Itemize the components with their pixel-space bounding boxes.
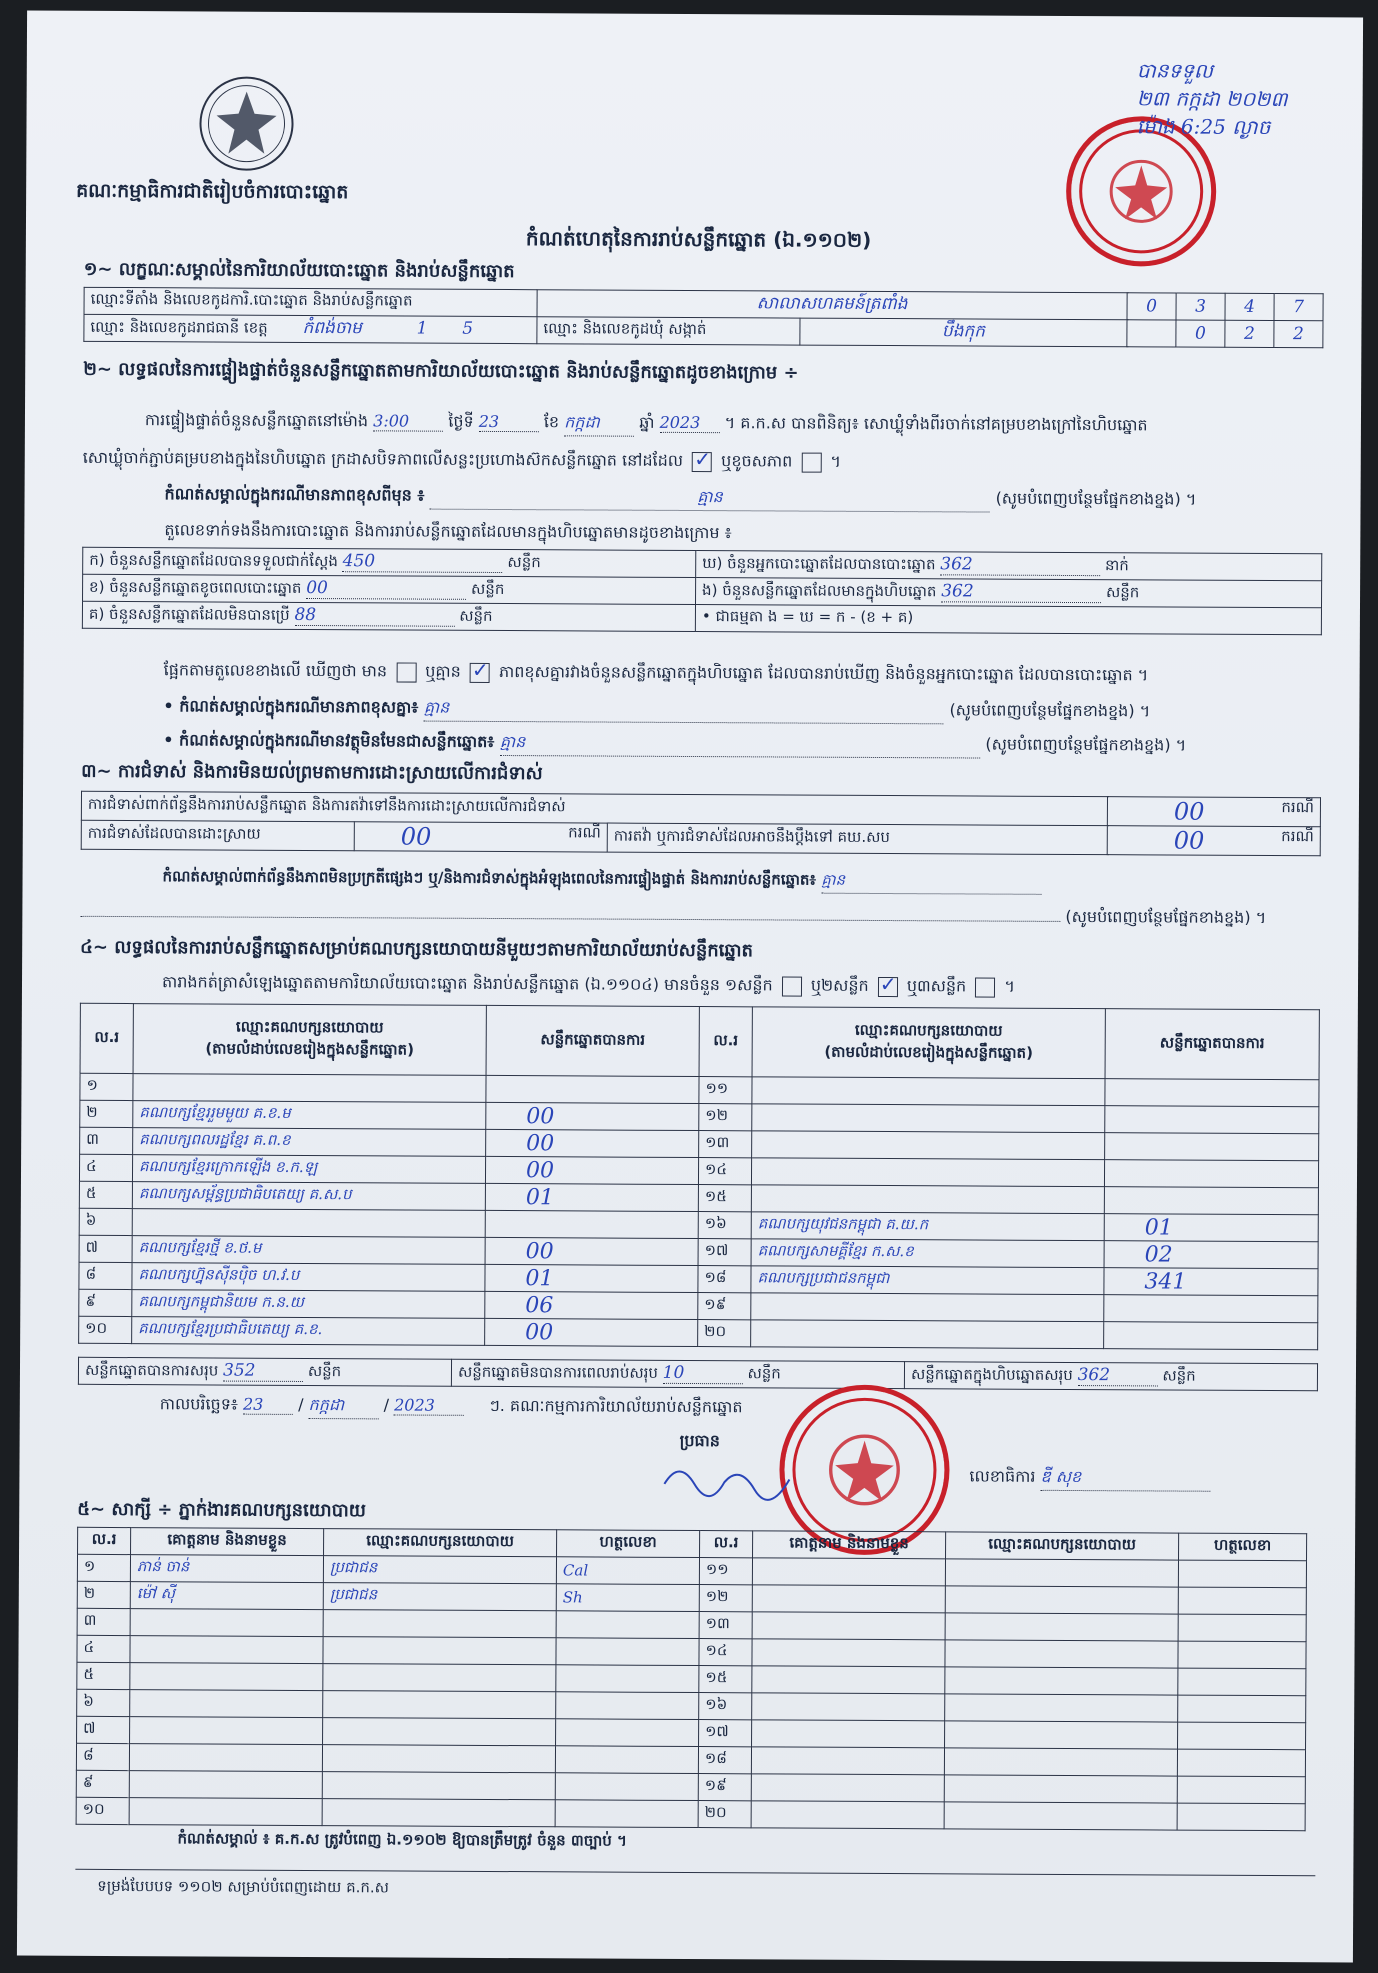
witness-signature xyxy=(1177,1749,1305,1777)
row-number: ១៧ xyxy=(699,1720,752,1747)
footer-note: កំណត់សម្គាល់ ៖ គ.ក.ស ត្រូវបំពេញ ឯ.១១០២ ឱ្យបានត្រឹមត្រូវ ចំនួន ៣ច្បាប់ ។ xyxy=(177,1829,627,1850)
party-name xyxy=(751,1293,1104,1322)
section5-title: ៥~ សាក្សី ÷ ភ្នាក់ងារគណបក្សនយោបាយ xyxy=(77,1498,366,1522)
row-number: ១ xyxy=(80,1073,133,1100)
text: ឬ៣សន្លឹក xyxy=(906,976,967,996)
col-no: ល.រ xyxy=(699,1007,752,1077)
commune-code-digit: 2 xyxy=(1274,321,1323,348)
row-number: ១២ xyxy=(699,1585,752,1612)
text: តារាងកត់ត្រាសំឡេងឆ្នោតតាមការិយាល័យបោះឆ្នោត និងរាប់សន្លឹកឆ្នោត (ឯ.១១០៤) មានចំនួន ១សន្លឹក xyxy=(161,972,773,995)
total-box-value: 362 xyxy=(1078,1365,1158,1386)
witness-party xyxy=(945,1694,1178,1722)
row-number: ១០ xyxy=(79,1316,132,1343)
province-name: កំពង់ចាម xyxy=(302,317,362,338)
verification-month: កក្កដា xyxy=(564,411,634,436)
party-votes: 00 xyxy=(485,1318,698,1346)
witness-party xyxy=(323,1610,556,1638)
row-number: ១៥ xyxy=(698,1185,751,1212)
total-valid-cell: សន្លឹកឆ្នោតបានការសរុប 352 សន្លឹក xyxy=(78,1357,451,1386)
text: (សូមបំពេញបន្ថែមផ្នែកខាងខ្នង) ។ xyxy=(949,700,1151,721)
row-number: ១៤ xyxy=(698,1158,751,1185)
appeal-label: ការតវ៉ា ឬការជំទាស់ដែលអាចនឹងប្តឹងទៅ គឃ.សប xyxy=(607,823,1107,855)
footer-form-label: ទម្រង់បែបបទ ១១០២ សម្រាប់បំពេញដោយ គ.ក.ស xyxy=(97,1876,390,1897)
row-number: ៥ xyxy=(77,1662,130,1689)
row-number: ៧ xyxy=(79,1235,132,1262)
witness-signature xyxy=(555,1800,698,1828)
date-line: កាលបរិច្ឆេទ៖ 23 / កក្កដា / 2023 ៗ. គណៈកម្មការការិយាល័យរាប់សន្លឹកឆ្នោត xyxy=(160,1393,743,1421)
resolved-value: 00 xyxy=(400,822,432,851)
difference-check-line xyxy=(164,659,1149,688)
party-name xyxy=(751,1185,1104,1214)
difference-note2-value: គ្មាន xyxy=(424,697,944,725)
station-code-digit: 3 xyxy=(1176,293,1225,320)
witness-signature: Cal xyxy=(556,1557,699,1585)
witness-signature xyxy=(556,1719,699,1747)
commune-code-digit: 0 xyxy=(1176,320,1225,347)
row-number: ២ xyxy=(77,1581,130,1608)
witness-name xyxy=(751,1747,944,1775)
party-votes: 01 xyxy=(485,1264,698,1292)
witness-party xyxy=(945,1586,1178,1614)
nec-emblem-icon xyxy=(196,73,297,174)
row-number: ៦ xyxy=(79,1208,132,1235)
party-votes: 341 xyxy=(1104,1268,1318,1296)
col-no: ល.រ xyxy=(700,1531,753,1558)
row-number: ១៧ xyxy=(698,1239,751,1266)
party-name: គណបក្សខ្មែរក្រោកឡើង ខ.ក.ឡ xyxy=(132,1155,485,1184)
received-note xyxy=(1136,56,1287,141)
witness-signature xyxy=(556,1665,699,1693)
row-number: ១៩ xyxy=(698,1774,751,1801)
footer-divider xyxy=(75,1869,1315,1876)
witness-name xyxy=(130,1663,323,1691)
province-label: ឈ្មោះ និងលេខកូដរាជធានី ខេត្ត xyxy=(90,317,268,337)
received-date: ២៣ កក្កដា ២០២៣ xyxy=(1136,86,1288,112)
formula-cell: • ជាធម្មតា ង = ឃ = ក - (ខ + គ) xyxy=(695,605,1321,635)
witness-name xyxy=(130,1609,323,1637)
witness-name xyxy=(130,1717,323,1745)
row-number: ១៦ xyxy=(699,1693,752,1720)
witness-name xyxy=(752,1639,945,1667)
row-number: ៤ xyxy=(77,1635,130,1662)
text: (សូមបំពេញបន្ថែមផ្នែកខាងខ្នង) ។ xyxy=(995,488,1197,509)
province-code-digit: 5 xyxy=(462,318,474,339)
witness-party xyxy=(945,1667,1178,1695)
row-number: ១៦ xyxy=(698,1212,751,1239)
foreign-object-note-value: គ្មាន xyxy=(500,731,980,759)
three-sheets-checkbox[interactable] xyxy=(975,977,995,997)
witness-signature xyxy=(555,1746,698,1774)
totals-table xyxy=(78,1357,1318,1391)
row-number: ១៣ xyxy=(699,1131,752,1158)
figure-row-d: ឃ) ចំនួនអ្នកបោះឆ្នោតដែលបានបោះឆ្នោត 362 នាក់ xyxy=(696,551,1322,581)
witness-party xyxy=(322,1799,555,1827)
section3-title: ៣~ ការជំទាស់ និងការមិនយល់ព្រមតាមការដោះស្រាយលើការជំទាស់ xyxy=(81,760,543,785)
witness-name xyxy=(752,1720,945,1748)
appeal-value: 00 xyxy=(1173,826,1205,855)
station-label: ឈ្មោះទីតាំង និងលេខកូដការិ.បោះឆ្នោត និងរាប់សន្លឹកឆ្នោត xyxy=(84,287,537,316)
one-sheet-checkbox[interactable] xyxy=(782,976,802,996)
witness-name xyxy=(751,1774,944,1802)
irregularity-note-line2 xyxy=(80,901,1266,931)
verification-line-2: សោឃ្លុំចាក់ភ្ជាប់គម្របខាងក្នុងនៃហិបឆ្នោត ក្រដាសបិទភាពលើសន្លះប្រហោងស៊កសន្លឹកឆ្នោត នៅដដែល ✓ ឬខូចសភាព ។ xyxy=(83,447,841,475)
party-name: គណបក្សសម្ព័ន្ធប្រជាធិបតេយ្យ គ.ស.ប xyxy=(132,1182,485,1211)
row-number: ៩ xyxy=(79,1289,132,1316)
difference-note-line xyxy=(164,483,1196,513)
received-ballots-value: 450 xyxy=(343,551,503,573)
secretary-name: ឌី សុខ xyxy=(1040,1466,1210,1492)
row-number: ២០ xyxy=(698,1320,751,1347)
row-number: ៩ xyxy=(76,1770,129,1797)
total-invalid-cell: សន្លឹកឆ្នោតមិនបានការពេលរាប់សរុប 10 សន្លឹក xyxy=(451,1359,904,1388)
objections-cell: 00 ករណី xyxy=(1107,797,1320,827)
witness-signature xyxy=(1177,1803,1305,1831)
station-name: សាលាសហគមន៍ត្រពាំង xyxy=(537,290,1127,320)
unchanged-checkbox[interactable] xyxy=(692,452,712,472)
party-name xyxy=(752,1077,1105,1106)
row-number: ២ xyxy=(80,1100,133,1127)
party-name: គណបក្សខ្មែរប្រជាធិបតេយ្យ គ.ខ. xyxy=(132,1317,485,1346)
witness-signature xyxy=(1178,1695,1306,1723)
col-sign: ហត្ថលេខា xyxy=(1179,1533,1307,1561)
witness-name: ម៉ៅ ស៊ី xyxy=(130,1582,323,1610)
row-number: ១ xyxy=(77,1554,130,1581)
text: ។ គ.ក.ស បានពិនិត្យ៖ សោឃ្លុំទាំងពីរចាក់នៅគម្របខាងក្រៅនៃហិបឆ្នោត xyxy=(724,413,1148,435)
empty-cell xyxy=(1127,320,1176,347)
has-difference-checkbox[interactable] xyxy=(396,662,416,682)
text: ឬ២សន្លឹក xyxy=(810,975,869,995)
section1-table xyxy=(83,287,1323,348)
text: ភាពខុសគ្នារវាងចំនួនសន្លឹកឆ្នោតក្នុងហិបឆ្នោត ដែលបានរាប់ឃើញ និងចំនួនអ្នកបោះឆ្នោត ដែលបានបោះឆ្នោត ។ xyxy=(498,661,1149,685)
party-votes xyxy=(486,1075,699,1103)
text: ផ្អែកតាមតួលេខខាងលើ ឃើញថា មាន xyxy=(163,660,388,681)
irregularity-note-line xyxy=(162,867,1041,895)
voters-value: 362 xyxy=(940,554,1100,576)
witness-party xyxy=(945,1640,1178,1668)
row-number: ១៥ xyxy=(699,1666,752,1693)
received-label: បានទទួល xyxy=(1136,58,1214,83)
party-name: គណបក្សហ្វ៊ុនស៊ីនប៉ិច ហ.វ.ប xyxy=(132,1263,485,1292)
witness-signature xyxy=(1178,1641,1306,1669)
witness-signature xyxy=(556,1692,699,1720)
witness-signature xyxy=(1178,1614,1306,1642)
witness-name xyxy=(129,1798,322,1826)
row-number: ១១ xyxy=(699,1558,752,1585)
witness-signature xyxy=(556,1611,699,1639)
party-votes xyxy=(1104,1295,1318,1323)
verification-line-1 xyxy=(145,409,1148,439)
party-name: គណបក្សពលរដ្ឋខ្មែរ គ.ព.ខ xyxy=(133,1128,486,1157)
col-sign: ហត្ថលេខា xyxy=(557,1530,700,1558)
resolved-label: ការជំទាស់ដែលបានដោះស្រាយ xyxy=(81,820,354,850)
party-votes: 02 xyxy=(1104,1241,1318,1269)
witness-name xyxy=(751,1801,944,1829)
party-name: គណបក្សខ្មែរថ្មី ខ.ថ.ម xyxy=(132,1236,485,1265)
text: ឬខូចសភាព xyxy=(721,451,793,471)
witness-signature xyxy=(1178,1560,1306,1588)
row-number: ១៨ xyxy=(698,1747,751,1774)
col-party: ឈ្មោះគណបក្សនយោបាយ (តាមលំដាប់លេខរៀងក្នុងសន្លឹកឆ្នោត) xyxy=(133,1004,486,1076)
witness-name xyxy=(752,1612,945,1640)
objections-value: 00 xyxy=(1173,797,1205,826)
witness-party xyxy=(944,1775,1177,1803)
commune-code-digit: 2 xyxy=(1225,320,1274,347)
witness-party xyxy=(945,1559,1178,1587)
col-no: ល.រ xyxy=(78,1527,131,1554)
appeal-cell: 00 ករណី xyxy=(1107,826,1320,856)
section1-title: ១~ លក្ខណៈសម្គាល់នៃការិយាល័យបោះឆ្នោត និងរាប់សន្លឹកឆ្នោត xyxy=(83,258,515,283)
damaged-checkbox[interactable] xyxy=(801,452,821,472)
party-votes xyxy=(1105,1106,1319,1134)
witness-name xyxy=(752,1693,945,1721)
witness-party xyxy=(323,1637,556,1665)
party-name xyxy=(751,1320,1104,1349)
party-votes: 00 xyxy=(485,1237,698,1265)
witness-party: ប្រជាជន xyxy=(323,1556,556,1584)
committee-label: ៗ. គណៈកម្មការការិយាល័យរាប់សន្លឹកឆ្នោត xyxy=(489,1395,743,1417)
witness-signature xyxy=(555,1773,698,1801)
text: ថ្ងៃទី xyxy=(448,411,474,431)
party-votes: 01 xyxy=(1104,1214,1318,1242)
witness-signature xyxy=(556,1638,699,1666)
row-number: ១៤ xyxy=(699,1639,752,1666)
row-number: ៨ xyxy=(76,1743,129,1770)
row-number: ៤ xyxy=(79,1154,132,1181)
witness-signature xyxy=(1178,1722,1306,1750)
witness-party xyxy=(323,1718,556,1746)
witness-name xyxy=(129,1771,322,1799)
chair-label: ប្រធាន xyxy=(679,1430,720,1451)
row-number: ១៨ xyxy=(698,1266,751,1293)
figure-row-b: ខ) ចំនួនសន្លឹកឆ្នោតខូចពេលបោះឆ្នោត 00 សន្លឹក xyxy=(83,574,696,604)
difference-note2-line xyxy=(163,695,1150,725)
text: • កំណត់សម្គាល់ក្នុងករណីមានវត្ថុមិនមែនជាសន្លឹកឆ្នោត៖ xyxy=(163,730,495,751)
date-month: កក្កដា xyxy=(309,1394,379,1419)
party-name xyxy=(132,1209,485,1238)
total-invalid-value: 10 xyxy=(663,1362,743,1383)
total-box-cell: សន្លឹកឆ្នោតក្នុងហិបឆ្នោតសរុប 362 សន្លឹក xyxy=(904,1362,1317,1391)
witness-signature: Sh xyxy=(556,1584,699,1612)
witness-name xyxy=(130,1636,323,1664)
party-name xyxy=(133,1074,486,1103)
party-votes xyxy=(1105,1133,1319,1161)
figure-row-c: គ) ចំនួនសន្លឹកឆ្នោតដែលមិនបានប្រើ 88 សន្លឹក xyxy=(82,601,695,631)
party-votes xyxy=(1104,1187,1318,1215)
spoiled-ballots-value: 00 xyxy=(306,577,466,599)
received-time: ម៉ោង 6:25 ល្ងាច xyxy=(1136,114,1271,140)
province-cell xyxy=(84,314,537,343)
province-code-digit: 1 xyxy=(416,318,428,339)
witness-name xyxy=(752,1558,945,1586)
table-row xyxy=(76,1797,1305,1830)
witness-table xyxy=(76,1527,1308,1831)
commune-label: ឈ្មោះ និងលេខកូដឃុំ សង្កាត់ xyxy=(537,317,800,345)
ballot-count-report-sheet xyxy=(17,11,1363,1963)
table-row xyxy=(79,1316,1318,1349)
verification-day: 23 xyxy=(479,412,539,432)
section2-title: ២~ លទ្ធផលនៃការផ្ទៀងផ្ទាត់ចំនួនសន្លឹកឆ្នោតតាមការិយាល័យបោះឆ្នោត និងរាប់សន្លឹកឆ្នោតដូចខាងក្រោម ÷ xyxy=(83,358,799,384)
resolved-cell: 00 ករណី xyxy=(354,822,607,852)
witness-party xyxy=(323,1664,556,1692)
row-number: ១១ xyxy=(699,1077,752,1104)
row-number: ១៣ xyxy=(699,1612,752,1639)
row-number: ៨ xyxy=(79,1262,132,1289)
party-name: គណបក្សយុវជនកម្ពុជា គ.យ.ក xyxy=(751,1212,1104,1241)
text: (សូមបំពេញបន្ថែមផ្នែកខាងខ្នង) ។ xyxy=(1065,906,1267,928)
witness-party xyxy=(322,1772,555,1800)
station-code-digit: 0 xyxy=(1127,293,1176,320)
party-name: គណបក្សប្រជាជនកម្ពុជា xyxy=(751,1266,1104,1295)
irregularity-note-value: គ្មាន xyxy=(821,871,1041,895)
text: កំណត់សម្គាល់ពាក់ព័ន្ធនឹងភាពមិនប្រក្រតីផ្សេងៗ ឬ/និងការជំទាស់ក្នុងអំឡុងពេលនៃការផ្ទៀងផ្ទាត់ និងការរាប់សន្លឹកឆ្នោត៖ xyxy=(162,867,817,889)
text: • កំណត់សម្គាល់ក្នុងករណីមានភាពខុសគ្នា៖ xyxy=(163,696,419,717)
witness-name xyxy=(129,1744,322,1772)
witness-name xyxy=(752,1666,945,1694)
text: សោឃ្លុំចាក់ភ្ជាប់គម្របខាងក្នុងនៃហិបឆ្នោត ក្រដាសបិទភាពលើសន្លះប្រហោងស៊កសន្លឹកឆ្នោត នៅដដែល xyxy=(82,447,684,470)
row-number: ៥ xyxy=(79,1181,132,1208)
commune-name: បឹងកុក xyxy=(800,318,1127,347)
text: ខែ xyxy=(543,412,560,432)
party-name xyxy=(752,1104,1105,1133)
verification-year: 2023 xyxy=(660,413,720,433)
total-valid-value: 352 xyxy=(223,1360,303,1381)
col-name: គោត្តនាម និងនាមខ្លួន xyxy=(131,1528,324,1556)
ballots-in-box-value: 362 xyxy=(941,581,1101,603)
witness-signature xyxy=(1178,1668,1306,1696)
unused-ballots-value: 88 xyxy=(294,604,454,626)
figures-table xyxy=(82,547,1322,635)
row-number: ៧ xyxy=(77,1716,130,1743)
col-party: ឈ្មោះគណបក្សនយោបាយ xyxy=(946,1532,1179,1560)
row-number: ៦ xyxy=(77,1689,130,1716)
party-results-table xyxy=(78,1003,1320,1350)
row-number: ២០ xyxy=(698,1801,751,1828)
col-no: ល.រ xyxy=(80,1003,133,1073)
col-party: ឈ្មោះគណបក្សនយោបាយ (តាមលំដាប់លេខរៀងក្នុងសន្លឹកឆ្នោត) xyxy=(752,1007,1105,1079)
party-name: គណបក្សកម្ពុជានិយម ក.ន.យ xyxy=(132,1290,485,1319)
row-number: ១៩ xyxy=(698,1293,751,1320)
secretary-line xyxy=(969,1465,1210,1491)
party-votes: 00 xyxy=(485,1156,698,1184)
figure-row-e: ង) ចំនួនសន្លឹកឆ្នោតដែលមានក្នុងហិបឆ្នោត 362 សន្លឹក xyxy=(696,578,1322,608)
row-number: ៣ xyxy=(80,1127,133,1154)
objections-table xyxy=(81,791,1321,856)
foreign-object-note-line xyxy=(163,729,1186,759)
party-votes: 00 xyxy=(486,1129,699,1157)
text: (សូមបំពេញបន្ថែមផ្នែកខាងខ្នង) ។ xyxy=(985,734,1187,755)
text: ការផ្ទៀងផ្ទាត់ចំនួនសន្លឹកឆ្នោតនៅម៉ោង xyxy=(144,410,369,431)
row-number: ៣ xyxy=(77,1608,130,1635)
party-votes xyxy=(1104,1160,1318,1188)
party-name xyxy=(751,1158,1104,1187)
figures-intro: តួលេខទាក់ទងនឹងការបោះឆ្នោត និងការរាប់សន្លឹកឆ្នោតដែលមានក្នុងហិបឆ្នោតមានដូចខាងក្រោម ៖ xyxy=(164,520,732,543)
date-day: 23 xyxy=(243,1395,293,1415)
witness-party xyxy=(944,1802,1177,1830)
document-title: កំណត់ហេតុនៃការរាប់សន្លឹកឆ្នោត (ឯ.១១០២) xyxy=(525,226,872,252)
col-name: គោត្តនាម និងនាមខ្លួន xyxy=(753,1531,946,1559)
witness-signature xyxy=(1178,1587,1306,1615)
text: ឬគ្មាន xyxy=(425,661,461,681)
party-votes xyxy=(485,1210,698,1238)
witness-party xyxy=(944,1748,1177,1776)
figure-row-a: ក) ចំនួនសន្លឹកឆ្នោតដែលបានទទួលជាក់ស្តែង 450 សន្លឹក xyxy=(83,547,696,577)
two-sheets-checkbox[interactable] xyxy=(878,976,898,996)
witness-party xyxy=(945,1721,1178,1749)
party-votes xyxy=(1104,1322,1318,1350)
tally-sheet-count-line: តារាងកត់ត្រាសំឡេងឆ្នោតតាមការិយាល័យបោះឆ្នោត និងរាប់សន្លឹកឆ្នោត (ឯ.១១០៤) មានចំនួន ១សន្លឹក ឬ២សន្លឹក ✓ ឬ៣សន្លឹក ។ xyxy=(162,971,1015,999)
col-party: ឈ្មោះគណបក្សនយោបាយ xyxy=(324,1529,557,1557)
text: កំណត់សម្គាល់ក្នុងករណីមានភាពខុសពីមុន ៖ xyxy=(164,484,425,505)
org-name: គណៈកម្មាធិការជាតិរៀបចំការបោះឆ្នោត xyxy=(76,179,349,204)
station-code-digit: 4 xyxy=(1225,293,1274,320)
objections-label: ការជំទាស់ពាក់ព័ន្ធនឹងការរាប់សន្លឹកឆ្នោត និងការតវ៉ាទៅនឹងការដោះស្រាយលើការជំទាស់ xyxy=(81,791,1107,825)
verification-time: 3:00 xyxy=(373,411,443,431)
witness-signature xyxy=(1177,1776,1305,1804)
witness-party xyxy=(945,1613,1178,1641)
text: ឆ្នាំ xyxy=(639,412,655,432)
section4-title: ៤~ លទ្ធផលនៃការរាប់សន្លឹកឆ្នោតសម្រាប់គណបក្សនយោបាយនីមួយៗតាមការិយាល័យរាប់សន្លឹកឆ្នោត xyxy=(80,936,754,962)
row-number: ១២ xyxy=(699,1104,752,1131)
witness-name: ភាន់ ចាន់ xyxy=(130,1555,323,1583)
party-votes: 06 xyxy=(485,1291,698,1319)
secretary-label: លេខាធិការ xyxy=(969,1466,1036,1486)
witness-party xyxy=(323,1691,556,1719)
row-number: ១០ xyxy=(76,1797,129,1824)
date-year: 2023 xyxy=(394,1395,464,1415)
text: កាលបរិច្ឆេទ៖ xyxy=(159,1394,238,1414)
col-votes: សន្លឹកឆ្នោតបានការ xyxy=(486,1005,699,1076)
difference-note-value: គ្មាន xyxy=(430,485,990,513)
party-name xyxy=(752,1131,1105,1160)
no-difference-checkbox[interactable] xyxy=(470,662,490,682)
witness-party xyxy=(322,1745,555,1773)
station-code-digit: 7 xyxy=(1274,294,1323,321)
witness-party: ប្រជាជន xyxy=(323,1583,556,1611)
col-votes: សន្លឹកឆ្នោតបានការ xyxy=(1105,1009,1319,1080)
party-votes: 01 xyxy=(485,1183,698,1211)
party-name: គណបក្សខ្មែររួមមួយ គ.ខ.ម xyxy=(133,1101,486,1130)
party-votes: 00 xyxy=(486,1102,699,1130)
chair-signature xyxy=(659,1454,799,1509)
party-votes xyxy=(1105,1079,1319,1107)
witness-name xyxy=(130,1690,323,1718)
witness-name xyxy=(752,1585,945,1613)
party-name: គណបក្សសាមគ្គីខ្មែរ ក.ស.ខ xyxy=(751,1239,1104,1268)
